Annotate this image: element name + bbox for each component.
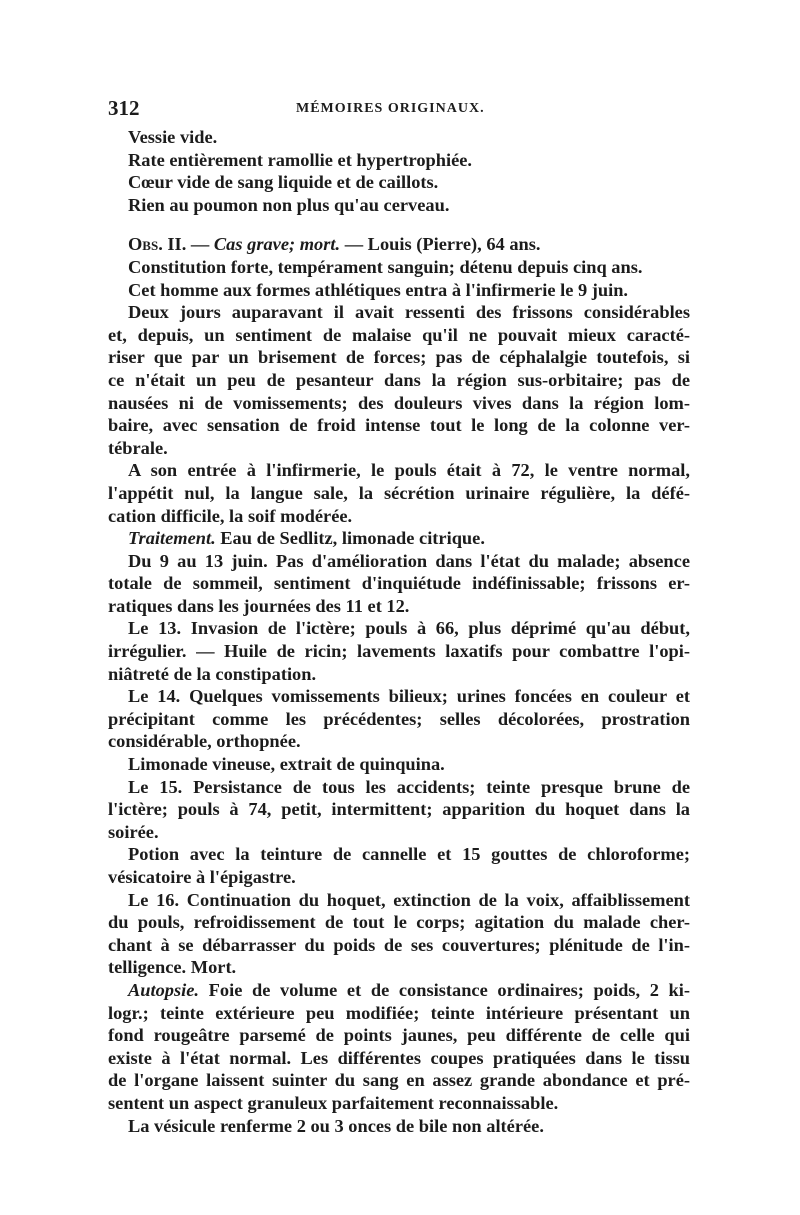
text-line: Du 9 au 13 juin. Pas d'amélioration dans l'état du malade; absence (128, 550, 690, 571)
text-line: logr.; teinte extérieure peu modifiée; teinte intérieure présentant un (108, 1002, 690, 1023)
observation-dash: — (186, 234, 214, 255)
treatment-line (108, 527, 690, 550)
observation-title: Cas grave; mort. (213, 234, 341, 255)
text-line: Rien au poumon non plus qu'au cerveau. (128, 194, 450, 215)
text-line: Cœur vide de sang liquide et de caillots. (128, 172, 439, 193)
autopsy-line (108, 979, 690, 1002)
running-title: MÉMOIRES ORIGINAUX. (296, 101, 485, 116)
text-line: Deux jours auparavant il avait ressenti des frissons considérables (128, 302, 690, 323)
text-line: riser que par un brisement de forces; pas de céphalalgie toutefois, si (108, 347, 690, 368)
treatment-label: Traitement. (128, 528, 216, 549)
text-line: et, depuis, un sentiment de malaise qu'il ne pouvait mieux caracté- (108, 324, 690, 345)
text-line: vésicatoire à l'épigastre. (108, 867, 296, 887)
text-line: nausées ni de vomissements; des douleurs vives dans la région lom- (108, 392, 690, 413)
observation-label: Obs. II. (128, 234, 187, 255)
autopsy-text: Foie de volume et de consistance ordinaires; poids, 2 ki- (199, 979, 690, 1000)
text-line: chant à se débarrasser du poids de ses couvertures; plénitude de l'in- (108, 934, 690, 955)
text-line: l'ictère; pouls à 74, petit, intermittent; apparition du hoquet dans la (108, 799, 690, 820)
document-page (108, 96, 690, 1137)
text-line: totale de sommeil, sentiment d'inquiétude indéfinissable; frissons er- (108, 573, 690, 594)
text-line: Rate entièrement ramollie et hypertrophiée. (128, 149, 473, 170)
text-line: Potion avec la teinture de cannelle et 15 gouttes de chloroforme; (128, 844, 690, 865)
text-line: existe à l'état normal. Les différentes coupes pratiquées dans le tissu (108, 1047, 690, 1068)
text-line: de l'organe laissent suinter du sang en assez grande abondance et pré- (108, 1070, 690, 1091)
text-line: sentent un aspect granuleux parfaitement reconnaissable. (108, 1092, 559, 1113)
text-line: du pouls, refroidissement de tout le corps; agitation du malade cher- (108, 912, 690, 933)
text-line: précipitant comme les précédentes; selles décolorées, prostration (108, 708, 690, 729)
text-line: l'appétit nul, la langue sale, la sécrétion urinaire régulière, la défé- (108, 482, 690, 503)
paragraph-gap (108, 216, 690, 233)
autopsy-label: Autopsie. (128, 979, 200, 1000)
text-line: irrégulier. — Huile de ricin; lavements laxatifs pour combattre l'opi- (108, 641, 690, 662)
observation-heading (108, 233, 690, 256)
text-line: La vésicule renferme 2 ou 3 onces de bile non altérée. (128, 1115, 544, 1136)
treatment-text: Eau de Sedlitz, limonade citrique. (215, 528, 485, 549)
text-line: Limonade vineuse, extrait de quinquina. (128, 754, 445, 775)
text-line: telligence. Mort. (108, 957, 237, 978)
text-line: soirée. (108, 821, 159, 842)
page-header (108, 96, 690, 126)
text-line: considérable, orthopnée. (108, 731, 301, 752)
text-line: Le 13. Invasion de l'ictère; pouls à 66, plus déprimé qu'au début, (128, 618, 690, 639)
text-line: Vessie vide. (128, 127, 218, 147)
observation-patient: — Louis (Pierre), 64 ans. (340, 234, 541, 255)
page-number: 312 (108, 96, 140, 120)
text-line: ce n'était un peu de pesanteur dans la région sus-orbitaire; pas de (108, 369, 690, 390)
text-line: baire, avec sensation de froid intense tout le long de la colonne ver- (108, 415, 690, 436)
text-line: tébrale. (108, 437, 168, 458)
text-line: cation difficile, la soif modérée. (108, 505, 353, 526)
text-line: fond rougeâtre parsemé de points jaunes, peu différente de celle qui (108, 1025, 690, 1046)
text-line: Le 14. Quelques vomissements bilieux; urines foncées en couleur et (128, 686, 690, 707)
text-line: A son entrée à l'infirmerie, le pouls était à 72, le ventre normal, (128, 460, 690, 481)
text-line: ratiques dans les journées des 11 et 12. (108, 595, 410, 616)
body-text (108, 126, 690, 1137)
text-line: Le 16. Continuation du hoquet, extinction de la voix, affaiblissement (128, 889, 690, 910)
text-line: Constitution forte, tempérament sanguin; détenu depuis cinq ans. (128, 256, 643, 277)
text-line: niâtreté de la constipation. (108, 663, 317, 684)
text-line: Cet homme aux formes athlétiques entra à l'infirmerie le 9 juin. (128, 279, 629, 300)
text-line: Le 15. Persistance de tous les accidents; teinte presque brune de (128, 776, 690, 797)
